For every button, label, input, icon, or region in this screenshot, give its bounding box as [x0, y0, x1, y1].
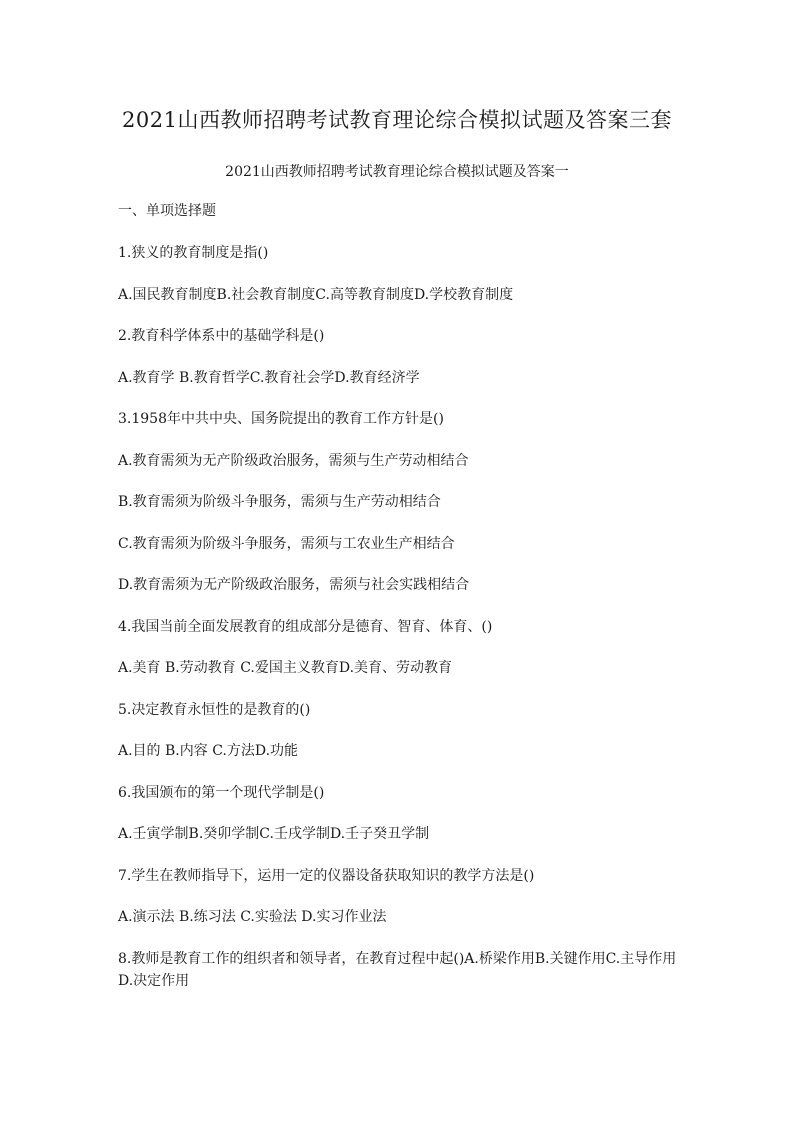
question-4: 4.我国当前全面发展教育的组成部分是德育、智育、体育、() [118, 619, 493, 635]
options-1: A.国民教育制度B.社会教育制度C.高等教育制度D.学校教育制度 [118, 287, 514, 303]
section-heading: 一、单项选择题 [118, 203, 216, 219]
document-title: 2021山西教师招聘考试教育理论综合模拟试题及答案三套 [122, 108, 672, 132]
question-5: 5.决定教育永恒性的是教育的() [118, 702, 311, 718]
options-4: A.美育 B.劳动教育 C.爱国主义教育D.美育、劳动教育 [118, 660, 453, 676]
question-1: 1.狭义的教育制度是指() [118, 245, 269, 261]
document-subtitle: 2021山西教师招聘考试教育理论综合模拟试题及答案一 [225, 164, 569, 180]
question-2: 2.教育科学体系中的基础学科是() [118, 328, 325, 344]
option-3c: C.教育需须为阶级斗争服务，需须与工农业生产相结合 [118, 536, 455, 552]
option-3a: A.教育需须为无产阶级政治服务，需须与生产劳动相结合 [118, 453, 469, 469]
options-7: A.演示法 B.练习法 C.实验法 D.实习作业法 [118, 909, 387, 925]
question-8: 8.教师是教育工作的组织者和领导者，在教育过程中起()A.桥梁作用B.关键作用C.主导作用D.决定作用 [118, 951, 677, 989]
option-3d: D.教育需须为无产阶级政治服务，需须与社会实践相结合 [118, 577, 470, 593]
options-5: A.目的 B.内容 C.方法D.功能 [118, 743, 299, 759]
options-2: A.教育学 B.教育哲学C.教育社会学D.教育经济学 [118, 370, 420, 386]
option-3b: B.教育需须为阶级斗争服务，需须与生产劳动相结合 [118, 494, 441, 510]
question-3: 3.1958年中共中央、国务院提出的教育工作方针是() [118, 411, 444, 427]
question-7: 7.学生在教师指导下，运用一定的仪器设备获取知识的教学方法是() [118, 868, 535, 884]
question-6: 6.我国颁布的第一个现代学制是() [118, 785, 325, 801]
options-6: A.壬寅学制B.癸卯学制C.壬戌学制D.壬子癸丑学制 [118, 826, 430, 842]
